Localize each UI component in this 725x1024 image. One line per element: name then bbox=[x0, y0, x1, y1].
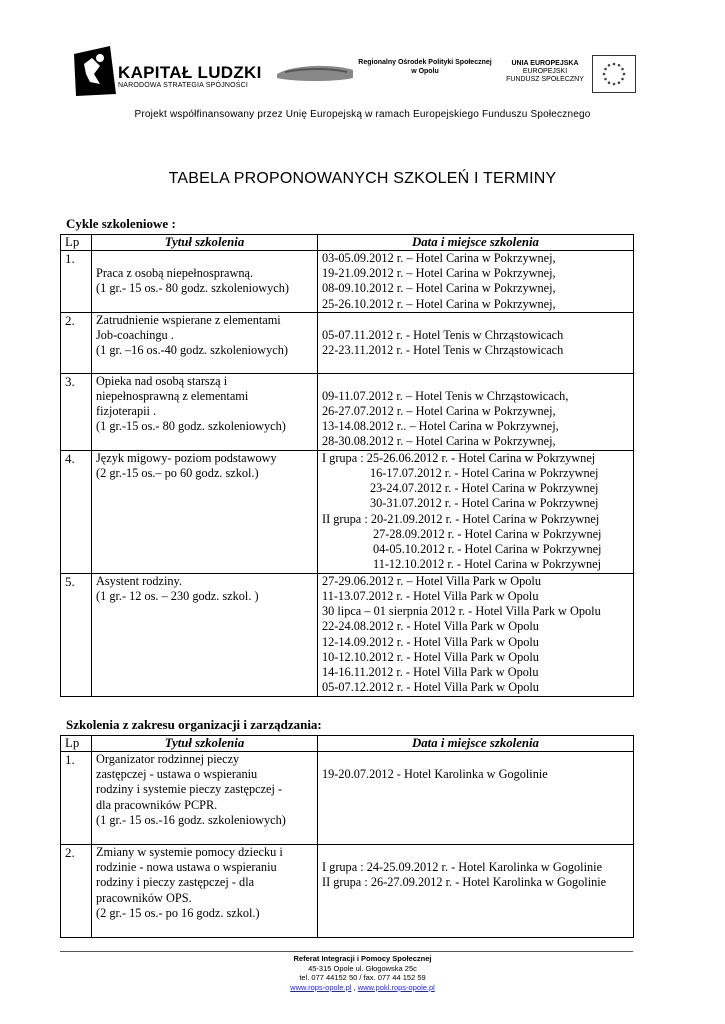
row-dates bbox=[318, 573, 634, 696]
row-title bbox=[92, 373, 318, 450]
date-line: 10-12.10.2012 r. - Hotel Villa Park w Opolu bbox=[322, 649, 539, 664]
title-line: zastępczej - ustawa o wspieraniu bbox=[96, 767, 258, 782]
footer-links bbox=[0, 983, 725, 993]
page-title: TABELA PROPONOWANYCH SZKOLEŃ I TERMINY bbox=[168, 170, 557, 187]
title-line: fizjoterapii . bbox=[96, 404, 157, 419]
title-line: (1 gr.- 15 os.-16 godz. szkoleniowych) bbox=[96, 812, 286, 827]
date-line: 16-17.07.2012 r. - Hotel Carina w Pokrzywnej bbox=[370, 466, 599, 481]
row-dates bbox=[318, 845, 634, 938]
date-line: 13-14.08.2012 r.. – Hotel Carina w Pokrzywnej, bbox=[322, 419, 559, 434]
date-line: 19-20.07.2012 - Hotel Karolinka w Gogolinie bbox=[322, 767, 548, 781]
date-line: II grupa : 20-21.09.2012 r. - Hotel Carina w Pokrzywnej bbox=[322, 511, 600, 526]
date-line: 27-29.06.2012 r. – Hotel Villa Park w Opolu bbox=[322, 573, 541, 588]
row-lp: 2. bbox=[61, 312, 92, 373]
footer-address: 45-315 Opole ul. Głogowska 25c bbox=[308, 963, 417, 973]
date-line: 22-24.08.2012 r. - Hotel Villa Park w Opolu bbox=[322, 619, 539, 634]
table-row bbox=[61, 450, 634, 573]
title-line: pracowników OPS. bbox=[96, 890, 192, 905]
kl-title: KAPITAŁ LUDZKI bbox=[118, 63, 262, 82]
date-line: 09-11.07.2012 r. – Hotel Tenis w Chrząstowicach, bbox=[322, 388, 569, 403]
col-dates: Data i miejsce szkolenia bbox=[318, 235, 634, 251]
title-line: Praca z osobą niepełnosprawną. bbox=[96, 266, 254, 280]
row-lp: 2. bbox=[61, 845, 92, 938]
date-line: 26-27.07.2012 r. – Hotel Carina w Pokrzywnej, bbox=[322, 404, 556, 419]
table-row bbox=[61, 373, 634, 450]
row-dates bbox=[318, 373, 634, 450]
title-line: (2 gr.-15 os.– po 60 godz. szkol.) bbox=[96, 466, 259, 481]
row-title bbox=[92, 251, 318, 313]
row-dates bbox=[318, 752, 634, 845]
ue-line2: EUROPEJSKI bbox=[522, 68, 568, 75]
date-line: 05-07.11.2012 r. - Hotel Tenis w Chrząstowicach bbox=[322, 327, 564, 342]
row-dates bbox=[318, 251, 634, 313]
pokl-link[interactable]: www.pokl.rops-opole.pl bbox=[357, 982, 435, 992]
ue-line1: UNIA EUROPEJSKA bbox=[511, 60, 579, 67]
row-dates bbox=[318, 450, 634, 573]
training-cycles-table bbox=[60, 234, 634, 697]
rops-line2: w Opolu bbox=[411, 68, 439, 75]
row-title bbox=[92, 450, 318, 573]
title-line: (1 gr.- 15 os.- 80 godz. szkoleniowych) bbox=[96, 281, 289, 296]
footer bbox=[0, 954, 725, 992]
col-lp: Lp bbox=[61, 235, 92, 251]
date-line: 03-05.09.2012 r. – Hotel Carina w Pokrzywnej, bbox=[322, 251, 556, 265]
title-line: Job-coachingu . bbox=[96, 328, 174, 343]
date-line: 27-28.09.2012 r. - Hotel Carina w Pokrzywnej bbox=[373, 526, 602, 541]
table-row bbox=[61, 251, 634, 313]
row-dates bbox=[318, 312, 634, 373]
title-line: niepełnosprawną z elementami bbox=[96, 389, 249, 404]
title-line: Organizator rodzinnej pieczy bbox=[96, 752, 240, 766]
section-heading-cycles: Cykle szkoleniowe : bbox=[66, 216, 176, 231]
date-line: 08-09.10.2012 r. – Hotel Carina w Pokrzywnej, bbox=[322, 281, 556, 296]
date-line: 28-30.08.2012 r. – Hotel Carina w Pokrzywnej, bbox=[322, 434, 556, 449]
row-title bbox=[92, 573, 318, 696]
table-row bbox=[61, 845, 634, 938]
table-row bbox=[61, 312, 634, 373]
title-line: (1 gr. –16 os.-40 godz. szkoleniowych) bbox=[96, 343, 288, 358]
row-title bbox=[92, 312, 318, 373]
title-line: rodziny i pieczy zastępczej - dla bbox=[96, 875, 255, 890]
rops-line1: Regionalny Ośrodek Polityki Społecznej bbox=[358, 59, 492, 66]
row-title bbox=[92, 845, 318, 938]
row-lp: 5. bbox=[61, 573, 92, 696]
col-dates: Data i miejsce szkolenia bbox=[318, 736, 634, 752]
ue-line3: FUNDUSZ SPOŁECZNY bbox=[506, 76, 584, 83]
rops-text bbox=[355, 58, 495, 76]
management-training-table bbox=[60, 735, 634, 938]
col-title: Tytuł szkolenia bbox=[92, 235, 318, 251]
footer-link-separator: , bbox=[351, 982, 358, 992]
table-row bbox=[61, 752, 634, 845]
section-heading-management: Szkolenia z zakresu organizacji i zarządzania: bbox=[66, 717, 322, 732]
date-line: 05-07.12.2012 r. - Hotel Villa Park w Opolu bbox=[322, 680, 539, 695]
title-line: Asystent rodziny. bbox=[96, 573, 182, 588]
ue-text bbox=[498, 60, 592, 84]
date-line: 22-23.11.2012 r. - Hotel Tenis w Chrząstowicach bbox=[322, 343, 564, 358]
title-line: dla pracowników PCPR. bbox=[96, 797, 218, 812]
date-line: I grupa : 24-25.09.2012 r. - Hotel Karolinka w Gogolinie bbox=[322, 860, 603, 874]
date-line: 11-12.10.2012 r. - Hotel Carina w Pokrzywnej bbox=[373, 557, 602, 572]
date-line: 12-14.09.2012 r. - Hotel Villa Park w Opolu bbox=[322, 634, 539, 649]
date-line: 14-16.11.2012 r. - Hotel Villa Park w Opolu bbox=[322, 665, 539, 680]
row-lp: 1. bbox=[61, 752, 92, 845]
date-line: 04-05.10.2012 r. - Hotel Carina w Pokrzywnej bbox=[373, 542, 602, 557]
title-line: (2 gr.- 15 os.- po 16 godz. szkol.) bbox=[96, 905, 260, 920]
col-title: Tytuł szkolenia bbox=[92, 736, 318, 752]
project-cofinancing-note: Projekt współfinansowany przez Unię Europejską w ramach Europejskiego Funduszu Społecznego bbox=[134, 109, 591, 120]
table-header-row bbox=[61, 235, 634, 251]
date-line: 11-13.07.2012 r. - Hotel Villa Park w Opolu bbox=[322, 589, 539, 604]
date-line: I grupa : 25-26.06.2012 r. - Hotel Carina w Pokrzywnej bbox=[322, 450, 596, 465]
date-line: 30-31.07.2012 r. - Hotel Carina w Pokrzywnej bbox=[370, 496, 599, 511]
kl-subtitle: NARODOWA STRATEGIA SPÓJNOŚCI bbox=[118, 82, 249, 89]
date-line: 25-26.10.2012 r. – Hotel Carina w Pokrzywnej, bbox=[322, 296, 556, 311]
title-line: Zatrudnienie wspierane z elementami bbox=[96, 312, 281, 327]
col-lp: Lp bbox=[61, 736, 92, 752]
row-lp: 1. bbox=[61, 251, 92, 313]
date-line: II grupa : 26-27.09.2012 r. - Hotel Karolinka w Gogolinie bbox=[322, 875, 607, 890]
title-line: rodziny i systemie pieczy zastępczej - bbox=[96, 782, 283, 797]
footer-org: Referat Integracji i Pomocy Społecznej bbox=[293, 954, 432, 963]
date-line: 19-21.09.2012 r. – Hotel Carina w Pokrzywnej, bbox=[322, 266, 556, 281]
date-line: 23-24.07.2012 r. - Hotel Carina w Pokrzywnej bbox=[370, 481, 599, 496]
footer-divider bbox=[60, 951, 633, 952]
table-header-row bbox=[61, 736, 634, 752]
title-line: (1 gr.- 12 os. – 230 godz. szkol. ) bbox=[96, 589, 259, 604]
row-lp: 4. bbox=[61, 450, 92, 573]
title-line: Opieka nad osobą starszą i bbox=[96, 373, 228, 388]
rops-logo bbox=[275, 62, 355, 84]
title-line: rodzinie - nowa ustawa o wspieraniu bbox=[96, 860, 277, 875]
row-title bbox=[92, 752, 318, 845]
table-row bbox=[61, 573, 634, 696]
footer-phone: tel. 077 44152 50 / fax. 077 44 152 59 bbox=[299, 973, 426, 982]
title-line: Język migowy- poziom podstawowy bbox=[96, 450, 277, 465]
title-line: Zmiany w systemie pomocy dziecku i bbox=[96, 845, 283, 859]
title-line: (1 gr.-15 os.- 80 godz. szkoleniowych) bbox=[96, 419, 286, 434]
row-lp: 3. bbox=[61, 373, 92, 450]
rops-link[interactable]: www.rops-opole.pl bbox=[290, 982, 352, 992]
date-line: 30 lipca – 01 sierpnia 2012 r. - Hotel Villa Park w Opolu bbox=[322, 604, 601, 619]
eu-flag-icon bbox=[592, 55, 636, 93]
